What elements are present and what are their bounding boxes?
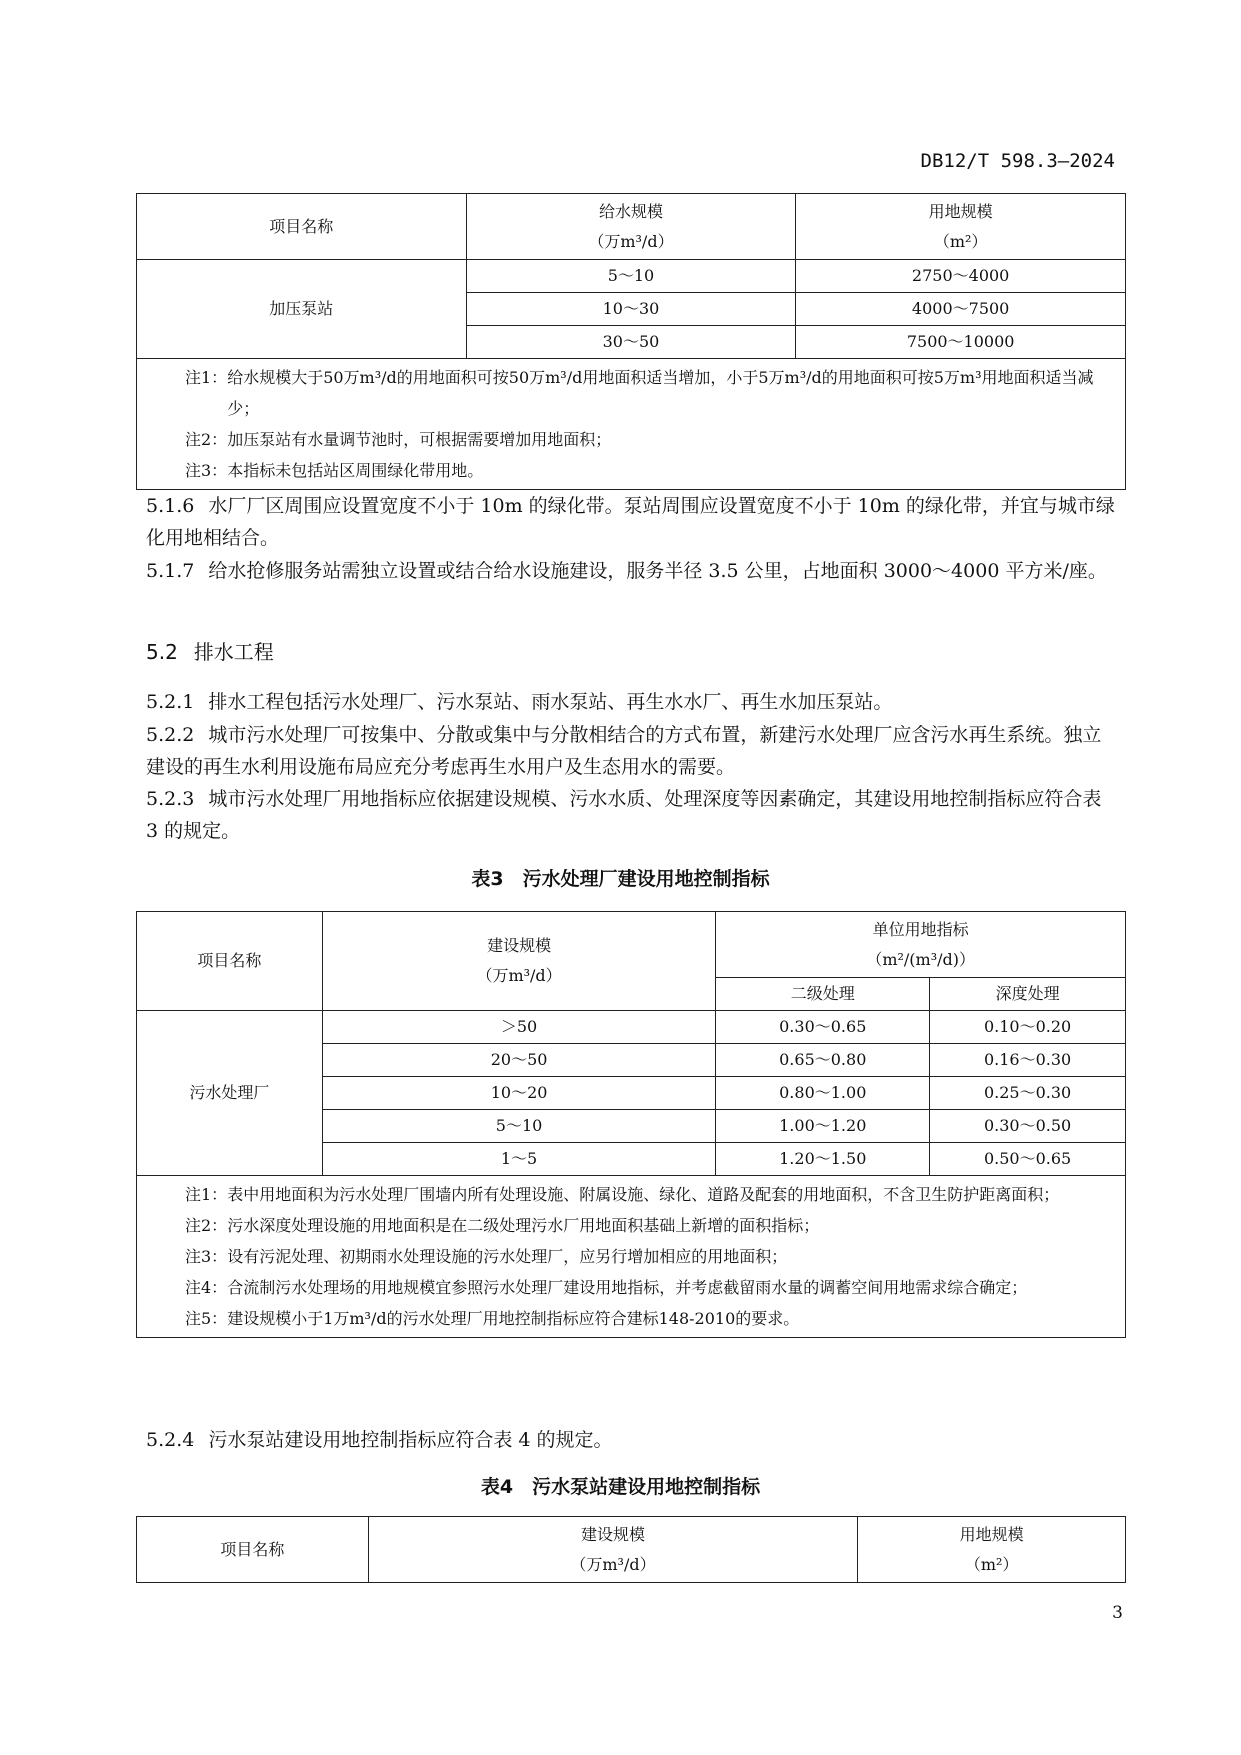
note: 注1： 给水规模大于50万m³/d的用地面积可按50万m³/d用地面积适当增加，小于5万m³/d的用地面积可按5万m³用地面积适当减少；	[185, 368, 1094, 418]
scale-cell: 1～5	[322, 1143, 716, 1176]
page-number: 3	[1112, 1603, 1123, 1623]
sewage-pump-station-table	[136, 1516, 1126, 1583]
notes-cell	[137, 359, 1126, 490]
header-index: 单位用地指标 （m²/(m³/d)）	[716, 912, 1126, 978]
advanced-cell: 0.25～0.30	[930, 1077, 1126, 1110]
note: 注2： 加压泵站有水量调节池时，可根据需要增加用地面积；	[185, 430, 612, 449]
advanced-cell: 0.30～0.50	[930, 1110, 1126, 1143]
sewage-plant-table	[136, 911, 1126, 1338]
table-header-row	[137, 194, 1126, 260]
water-pump-station-table	[136, 193, 1126, 490]
secondary-cell: 0.65～0.80	[716, 1044, 930, 1077]
scale-cell: ＞50	[322, 1011, 716, 1044]
table-header-row	[137, 1517, 1126, 1583]
header-name: 项目名称	[137, 1517, 369, 1583]
header-name: 项目名称	[137, 194, 467, 260]
header-name: 项目名称	[137, 912, 323, 1011]
table-header-row	[137, 912, 1126, 978]
note: 注4： 合流制污水处理场的用地规模宜参照污水处理厂建设用地指标，并考虑截留雨水量的调蓄空间用地需求综合确定；	[185, 1278, 1028, 1297]
clause-5-2-2: 5.2.2 城市污水处理厂可按集中、分散或集中与分散相结合的方式布置，新建污水处理厂应含污水再生系统。独立建设的再生水利用设施布局应充分考虑再生水用户及生态用水的需要。	[146, 724, 1102, 778]
note: 注3： 本指标未包括站区周围绿化带用地。	[185, 461, 484, 480]
table4-caption: 表4 污水泵站建设用地控制指标	[480, 1476, 761, 1498]
advanced-cell: 0.10～0.20	[930, 1011, 1126, 1044]
header-scale: 给水规模 （万m³/d）	[466, 194, 796, 260]
area-cell: 2750～4000	[796, 260, 1126, 293]
header-area: 用地规模 （m²）	[858, 1517, 1126, 1583]
note: 注2： 污水深度处理设施的用地面积是在二级处理污水厂用地面积基础上新增的面积指标；	[185, 1216, 820, 1235]
header-area: 用地规模 （m²）	[796, 194, 1126, 260]
advanced-cell: 0.16～0.30	[930, 1044, 1126, 1077]
scale-cell: 20～50	[322, 1044, 716, 1077]
clause-5-2-3: 5.2.3 城市污水处理厂用地指标应依据建设规模、污水水质、处理深度等因素确定，其建设用地控制指标应符合表 3 的规定。	[146, 788, 1102, 842]
note: 注3： 设有污泥处理、初期雨水处理设施的污水处理厂，应另行增加相应的用地面积；	[185, 1247, 788, 1266]
table-row	[137, 1011, 1126, 1044]
secondary-cell: 0.80～1.00	[716, 1077, 930, 1110]
category-cell: 加压泵站	[137, 260, 467, 359]
area-cell: 7500～10000	[796, 326, 1126, 359]
scale-cell: 5～10	[466, 260, 796, 293]
note: 注1： 表中用地面积为污水处理厂围墙内所有处理设施、附属设施、绿化、道路及配套的用地面积，不含卫生防护距离面积；	[185, 1185, 1060, 1204]
header-advanced: 深度处理	[930, 978, 1126, 1011]
scale-cell: 10～30	[466, 293, 796, 326]
header-scale: 建设规模 （万m³/d）	[322, 912, 716, 1011]
header-scale: 建设规模 （万m³/d）	[368, 1517, 857, 1583]
table3-caption: 表3 污水处理厂建设用地控制指标	[471, 868, 770, 890]
note: 注5： 建设规模小于1万m³/d的污水处理厂用地控制指标应符合建标148-2010的要求。	[185, 1309, 800, 1328]
table-row	[137, 260, 1126, 293]
clause-5-1-7: 5.1.7 给水抢修服务站需独立设置或结合给水设施建设，服务半径 3.5 公里，占地面积 3000～4000 平方米/座。	[146, 560, 1107, 582]
scale-cell: 30～50	[466, 326, 796, 359]
clause-5-2-1: 5.2.1 排水工程包括污水处理厂、污水泵站、雨水泵站、再生水水厂、再生水加压泵站。	[146, 691, 893, 713]
area-cell: 4000～7500	[796, 293, 1126, 326]
document-code: DB12/T 598.3—2024	[920, 150, 1115, 172]
header-secondary: 二级处理	[716, 978, 930, 1011]
secondary-cell: 0.30～0.65	[716, 1011, 930, 1044]
secondary-cell: 1.20～1.50	[716, 1143, 930, 1176]
notes-row	[137, 359, 1126, 490]
notes-cell	[137, 1176, 1126, 1338]
clause-5-1-6: 5.1.6 水厂厂区周围应设置宽度不小于 10m 的绿化带。泵站周围应设置宽度不小于 10m 的绿化带，并宜与城市绿化用地相结合。	[146, 495, 1115, 549]
notes-row	[137, 1176, 1126, 1338]
section-heading-5-2: 5.2 排水工程	[146, 640, 274, 664]
scale-cell: 10～20	[322, 1077, 716, 1110]
scale-cell: 5～10	[322, 1110, 716, 1143]
category-cell: 污水处理厂	[137, 1011, 323, 1176]
clause-5-2-4: 5.2.4 污水泵站建设用地控制指标应符合表 4 的规定。	[146, 1429, 613, 1451]
advanced-cell: 0.50～0.65	[930, 1143, 1126, 1176]
secondary-cell: 1.00～1.20	[716, 1110, 930, 1143]
